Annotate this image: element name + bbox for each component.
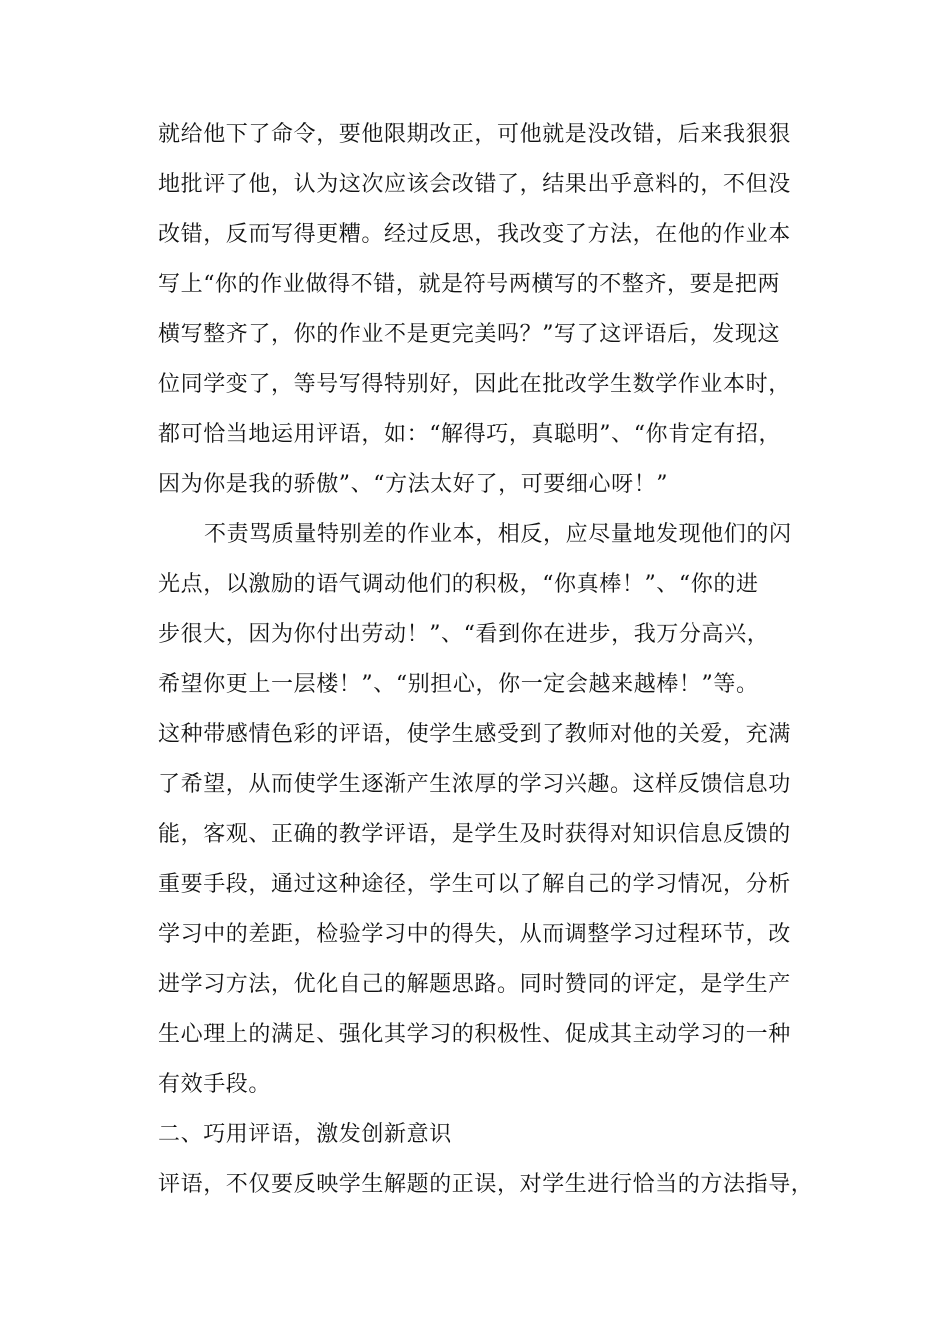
text-line-10: 光点，以激励的语气调动他们的积极，“你真棒！”、“你的进 (158, 572, 759, 597)
text-line-14: 了希望，从而使学生逐渐产生浓厚的学习兴趣。这样反馈信息功 (158, 772, 791, 797)
text-line-20: 有效手段。 (158, 1072, 272, 1097)
text-line-8: 因为你是我的骄傲”、“方法太好了，可要细心呀！” (158, 472, 669, 497)
text-line-5: 横写整齐了，你的作业不是更完美吗？”写了这评语后，发现这 (158, 322, 781, 347)
text-line-22: 评语，不仅要反映学生解题的正误，对学生进行恰当的方法指导， (158, 1172, 814, 1197)
text-line-4: 写上“你的作业做得不错，就是符号两横写的不整齐，要是把两 (158, 272, 781, 297)
paragraph-start-line: 不责骂质量特别差的作业本，相反，应尽量地发现他们的闪 (204, 522, 792, 547)
text-line-7: 都可恰当地运用评语，如：“解得巧，真聪明”、“你肯定有招， (158, 422, 782, 447)
text-line-1: 就给他下了命令，要他限期改正，可他就是没改错，后来我狠狠 (158, 122, 791, 147)
text-line-12: 希望你更上一层楼！”、“别担心，你一定会越来越棒！”等。 (158, 672, 759, 697)
text-line-19: 生心理上的满足、强化其学习的积极性、促成其主动学习的一种 (158, 1022, 791, 1047)
text-line-3: 改错，反而写得更糟。经过反思，我改变了方法，在他的作业本 (158, 222, 791, 247)
text-line-16: 重要手段，通过这种途径，学生可以了解自己的学习情况，分析 (158, 872, 791, 897)
text-line-6: 位同学变了，等号写得特别好，因此在批改学生数学作业本时， (158, 372, 791, 397)
text-line-15: 能，客观、正确的教学评语，是学生及时获得对知识信息反馈的 (158, 822, 791, 847)
section-heading: 二、巧用评语，激发创新意识 (158, 1122, 452, 1147)
text-line-17: 学习中的差距，检验学习中的得失，从而调整学习过程环节，改 (158, 922, 791, 947)
text-line-11: 步很大，因为你付出劳动！”、“看到你在进步，我万分高兴， (158, 622, 770, 647)
text-line-18: 进学习方法，优化自己的解题思路。同时赞同的评定，是学生产 (158, 972, 791, 997)
text-line-2: 地批评了他，认为这次应该会改错了，结果出乎意料的，不但没 (158, 172, 791, 197)
text-line-13: 这种带感情色彩的评语，使学生感受到了教师对他的关爱，充满 (158, 722, 791, 747)
